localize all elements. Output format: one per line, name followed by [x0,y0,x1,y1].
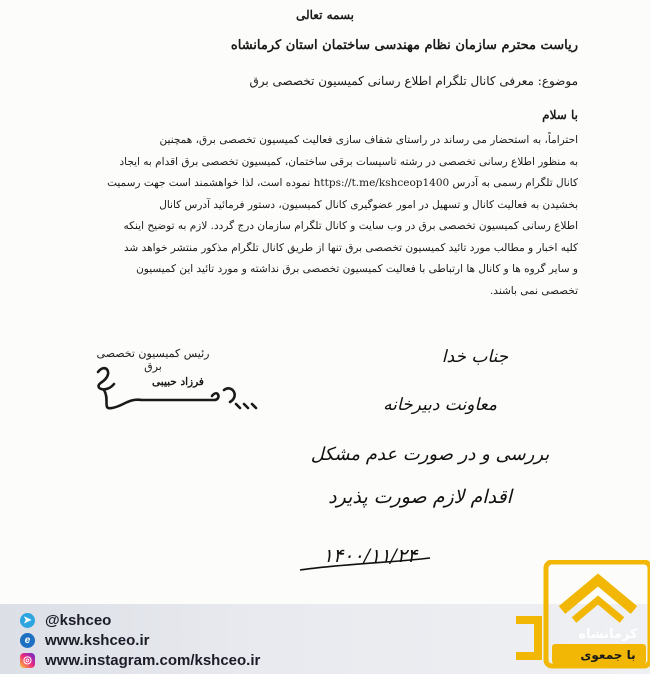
website-url: www.kshceo.ir [45,631,150,649]
body-line: اطلاع رسانی کمیسیون تخصصی برق در وب سایت و کانال تلگرام سازمان درج گردد. لازم به توضیح اینکه [123,220,578,232]
handwritten-referral-note [260,340,580,590]
signature-scribble [84,360,264,430]
kshceo-logo [512,560,650,674]
instagram-icon: ◎ [20,653,35,668]
signature-title: رئیس کمیسیون تخصصی برق [96,347,210,373]
body-line: احتراماً، به استحضار می رساند در راستای شفاف سازی فعالیت کمیسیون تخصصی برق، همچنین [159,134,578,146]
footer-website-row[interactable] [20,630,149,650]
logo-bottom-text: با جمعوی [580,648,636,662]
basmala-heading: بسمه تعالی [295,8,355,22]
instagram-url: www.instagram.com/kshceo.ir [45,651,261,669]
handwritten-line-3: بررسی و در صورت عدم مشکل [310,444,550,465]
handwritten-line-1: جناب خدا [441,347,509,367]
handwritten-line-2: معاونت دبیرخانه [383,395,497,415]
handwritten-date: ۱۴۰۰/۱۱/۲۴ [322,545,418,567]
body-line: تخصصی نمی باشند. [489,284,578,297]
signature-name: فرزاد حبیبی [152,376,204,388]
body-line: کانال تلگرام رسمی به آدرس https://t.me/kshceop1400 نموده است، لذا خواهشمند است جهت رسمیت [107,177,578,189]
body-line: و سایر گروه ها و کانال ها ارتباطی با فعالیت کمیسیون تخصصی برق نداشته و مورد تائید این کمیسیون [136,263,578,275]
logo-city-text: کرمانشاه [578,627,638,642]
footer-instagram-row[interactable] [20,650,260,670]
greeting: با سلام [542,108,578,122]
body-line: بخشیدن به فعالیت کانال و تسهیل در امور عضوگیری کانال کمیسیون، دستور فرمائید آدرس کانال [159,198,578,211]
handwritten-line-4: اقدام لازم صورت پذیرد [328,486,512,508]
footer-telegram-row[interactable] [20,610,111,630]
body-line: کلیه اخبار و مطالب مورد تائید کمیسیون تخصصی برق تنها از طریق کانال تلگرام مذکور منتشر خواهد شد [123,241,578,254]
recipient-line: ریاست محترم سازمان نظام مهندسی ساختمان استان کرمانشاه [230,38,578,53]
body-line: به منظور اطلاع رسانی تخصصی در رشته تاسیسات برقی ساختمان، کمیسیون تخصصی برق اقدام به ایجاد [119,155,578,168]
telegram-handle: @kshceo [45,611,112,629]
telegram-icon: ➤ [20,613,35,628]
subject-line: موضوع: معرفی کانال تلگرام اطلاع رسانی کمیسیون تخصصی برق [249,74,578,88]
letter-body [58,130,578,302]
browser-icon: e [20,633,35,648]
